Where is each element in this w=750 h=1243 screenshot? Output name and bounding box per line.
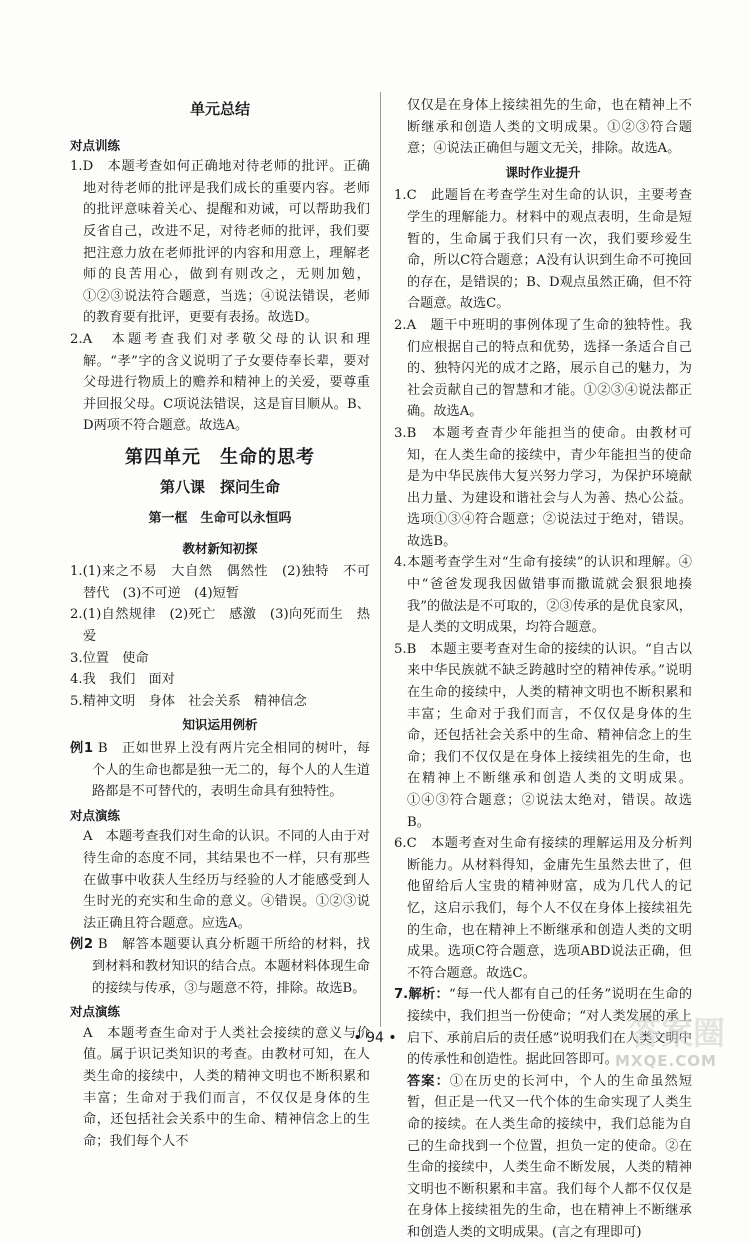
example-label: 例1 [70, 741, 93, 757]
answer-2: 2.A 本题考查我们对孝敬父母的认识和理解。“孝”字的含义说明了子女要侍奉长辈，要对父母进行物质上的赡养和精神上的关爱，要尊重并回报父母。C项说法错误，这是盲目顺从。B、D两项不符合题意。故选A。 [70, 331, 370, 434]
answer-text: ①在历史的长河中，个人的生命虽然短暂，但正是一代又一代个体的生命实现了人类生命的接续。在人类生命的接续中，我们总能为自己的生命找到一个位置，担负一定的使命。②在生命的接续中，人类生命不断发展，人类的精神文明也不断积累和丰富。我们每个人都不仅仅是在身体上接续祖先的生命，也在精神上不断继承和创造人类的文明成果。(言之有理即可) [407, 1073, 693, 1240]
answer-block [394, 1071, 692, 1243]
example-2 [70, 934, 370, 999]
knowledge-3: 3.位置 使命 [70, 650, 149, 666]
homework-answer-6: 6.C 本题考查对生命有接续的理解运用及分析判断能力。从材料得知，金庸先生虽然去世了，但他留给后人宝贵的精神财富，成为几代人的记忆，这启示我们，每个人不仅在身体上接续祖先的生命，也在精神上不断继承和创造人类的文明成果。选项C符合题意，选项ABD说法正确，但不符合题意。故选C。 [394, 836, 692, 981]
analysis-label: 7.解析： [394, 987, 449, 1003]
analysis-text: “每一代人都有自己的任务”说明在生命的接续中，我们担当一份使命；“对人类发展的承上启下、承前启后的责任感”说明我们在人类文明中的传承性和创造性。据此回答即可。 [407, 987, 693, 1068]
homework-answer-4: 4.本题考查学生对“生命有接续”的认识和理解。④中“爸爸发现我因做错事而撒谎就会狠狠地揍我”的做法是不可取的，②③传承的是优良家风，是人类的文明成果，均符合题意。 [394, 555, 692, 636]
watermark-cn: 答案圈 [629, 1014, 726, 1052]
knowledge-1: 1.(1)来之不易 大自然 偶然性 (2)独特 不可替代 (3)不可逆 (4)短暂 [70, 564, 370, 601]
unit4-title: 第四单元 生命的思考 [125, 446, 315, 468]
practice-2: A 本题考查生命对于人类社会接续的意义与价值。属于识记类知识的考查。由教材可知，在人类生命的接续中，人类的精神文明也不断积累和丰富；生命对于我们而言，不仅仅是身体的生命，还包括社会关系中的生命、精神信念上的生命；我们每个人不 [83, 1025, 370, 1149]
section-heading: 对点演练 [70, 1004, 121, 1020]
homework-answer-2: 2.A 题干中班明的事例体现了生命的独特性。我们应根据自己的特点和优势，选择一条适合自己的、独特闪光的成才之路，展示自己的魅力，为社会贡献自己的智慧和才能。①②③④说法都正确。故选A。 [394, 317, 692, 420]
section-heading: 知识运用例析 [182, 717, 258, 733]
page-number: • 94 • [353, 1030, 397, 1046]
knowledge-4: 4.我 我们 面对 [70, 672, 175, 688]
knowledge-5: 5.精神文明 身体 社会关系 精神信念 [70, 693, 307, 709]
unit-summary-title: 单元总结 [189, 100, 250, 118]
homework-answer-1: 1.C 此题旨在考查学生对生命的认识，主要考查学生的理解能力。材料中的观点表明，生命是短暂的，生命属于我们只有一次，我们要珍爱生命，所以C符合题意；A没有认识到生命不可挽回的存在，是错误的；B、D观点虽然正确，但不符合题意。故选C。 [394, 188, 692, 312]
section-heading: 对点训练 [70, 137, 121, 153]
example-label: 例2 [70, 937, 93, 953]
left-column [70, 95, 370, 1152]
answer-label: 答案： [407, 1073, 450, 1089]
practice-1: A 本题考查我们对生命的认识。不同的人由于对待生命的态度不同，其结果也不一样，只有那些在做事中收获人生经历与经验的人才能感受到人生时光的充实和生命的意义。④错误。①②③说法正确且符合题意。应选A。 [83, 829, 370, 931]
knowledge-2: 2.(1)自然规律 (2)死亡 感激 (3)向死而生 热爱 [70, 607, 370, 645]
watermark-logo [615, 1002, 735, 1072]
example-text: B 正如世界上没有两片完全相同的树叶，每个人的生命也都是独一无二的，每个人的人生道路都是不可替代的，表明生命具有独特性。 [92, 741, 370, 800]
lesson8-title: 第八课 探问生命 [159, 477, 280, 496]
example-text: B 解答本题要认真分析题干所给的材料，找到材料和教材知识的结合点。本题材料体现生命的接续与传承，③与题意不符，排除。故选B。 [92, 937, 370, 996]
homework-answer-5: 5.B 本题主要考查对生命的接续的认识。“自古以来中华民族就不缺乏跨越时空的精神传承。”说明在生命的接续中，人类的精神文明也不断积累和丰富；生命对于我们而言，不仅仅是身体的生命，还包括社会关系中的生命、精神信念上的生命；我们不仅仅是在身体上接续祖先的生命，也在精神上不断继承和创造人类的文明成果。①④③符合题意；②说法太绝对，错误。故选B。 [394, 641, 692, 830]
section-heading: 教材新知初探 [182, 540, 258, 556]
section-heading: 对点演练 [70, 807, 121, 823]
column-divider [380, 92, 381, 1027]
example-1 [70, 738, 370, 803]
practice-2-continued: 仅仅是在身体上接续祖先的生命，也在精神上不断继承和创造人类的文明成果。①②③符合题意；④说法正确但与题文无关，排除。故选A。 [407, 98, 692, 157]
answer-1: 1.D 本题考查如何正确地对待老师的批评。正确地对待老师的批评是我们成长的重要内容。老师的批评意味着关心、提醒和劝诫，可以帮助我们反省自己，改进不足，对待老师的批评，我们要把注意力放在老师批评的内容和用意上，理解老师的良苦用心，做到有则改之，无则加勉，①②③说法符合题意，当选；④说法错误，老师的教育要有批评，更要有表扬。故选D。 [70, 159, 370, 326]
homework-title: 课时作业提升 [505, 164, 581, 180]
watermark-text: MXQE.COM [615, 1052, 717, 1070]
frame1-title: 第一框 生命可以永恒吗 [148, 511, 292, 527]
homework-answer-3: 3.B 本题考查青少年能担当的使命。由教材可知，在人类生命的接续中，青少年能担当的使命是为中华民族伟大复兴努力学习，为保护环境献出力量、为建设和谐社会与人为善、热心公益。选项①③④符合题意；②说法过于绝对，错误。故选B。 [394, 425, 692, 549]
